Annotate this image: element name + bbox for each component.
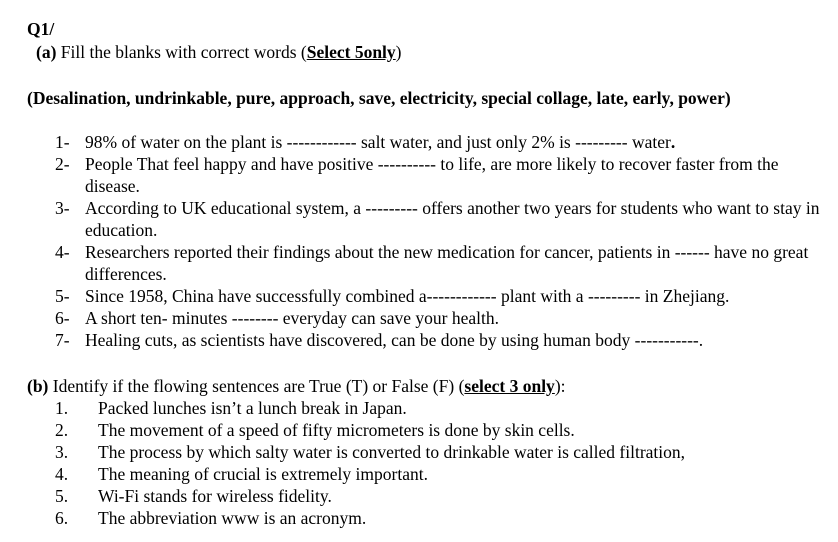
item-number: 7-	[55, 330, 70, 350]
item-number: 3-	[55, 198, 70, 218]
question-title: Q1/	[27, 19, 55, 39]
item-number: 6.	[55, 508, 69, 528]
part-a-label: (a)	[36, 42, 57, 62]
item-text: People That feel happy and have positive ---------- to life, are more likely to recover faster from the disease.	[85, 154, 779, 196]
item-number: 6-	[55, 308, 70, 328]
list-item	[55, 307, 830, 329]
part-b-label: (b)	[27, 376, 49, 396]
item-number: 5-	[55, 286, 70, 306]
item-number: 4.	[55, 464, 69, 484]
list-item	[55, 329, 830, 351]
list-item	[55, 419, 830, 441]
word-bank: (Desalination, undrinkable, pure, approach, save, electricity, special collage, late, early, power)	[27, 88, 731, 108]
list-item	[55, 131, 830, 153]
item-text: Researchers reported their findings about the new medication for cancer, patients in ------ have no great differences.	[85, 242, 809, 284]
item-text: The process by which salty water is converted to drinkable water is called filtration,	[98, 442, 686, 462]
item-number: 2.	[55, 420, 69, 440]
item-text: Healing cuts, as scientists have discovered, can be done by using human body -----------.	[85, 330, 704, 350]
item-text: The meaning of crucial is extremely important.	[98, 464, 428, 484]
part-b-instruction: Identify if the flowing sentences are True (T) or False (F) (	[48, 376, 465, 396]
fill-blanks-list	[55, 131, 830, 351]
part-a-instruction: Fill the blanks with correct words (	[56, 42, 307, 62]
item-number: 4-	[55, 242, 70, 262]
list-item	[55, 441, 830, 463]
list-item	[55, 153, 830, 197]
item-text: Packed lunches isn’t a lunch break in Japan.	[98, 398, 407, 418]
item-text: Since 1958, China have successfully combined a------------ plant with a --------- in Zhejiang.	[85, 286, 730, 306]
list-item	[55, 197, 830, 241]
item-text: The abbreviation www is an acronym.	[98, 508, 367, 528]
list-item	[55, 463, 830, 485]
part-b-instruction-end: ):	[554, 376, 566, 396]
list-item	[55, 397, 830, 419]
part-b-select-note: select 3 only	[464, 376, 555, 396]
list-item	[55, 507, 830, 529]
item-text: Wi-Fi stands for wireless fidelity.	[98, 486, 332, 506]
item-text: According to UK educational system, a --------- offers another two years for students who want to stay in education.	[85, 198, 820, 240]
item-number: 3.	[55, 442, 69, 462]
item-number: 1.	[55, 398, 69, 418]
list-item	[55, 485, 830, 507]
true-false-list	[55, 397, 830, 529]
item-number: 2-	[55, 154, 70, 174]
item-text: 98% of water on the plant is ------------ salt water, and just only 2% is --------- water.	[85, 132, 676, 152]
list-item	[55, 241, 830, 285]
part-a-instruction-end: )	[395, 42, 402, 62]
list-item	[55, 285, 830, 307]
part-a-heading	[36, 41, 402, 63]
item-text: The movement of a speed of fifty micrometers is done by skin cells.	[98, 420, 575, 440]
item-number: 5.	[55, 486, 69, 506]
part-b-heading	[27, 375, 566, 397]
item-number: 1-	[55, 132, 70, 152]
part-a-select-note: Select 5only	[306, 42, 396, 62]
item-text: A short ten- minutes -------- everyday can save your health.	[85, 308, 500, 328]
